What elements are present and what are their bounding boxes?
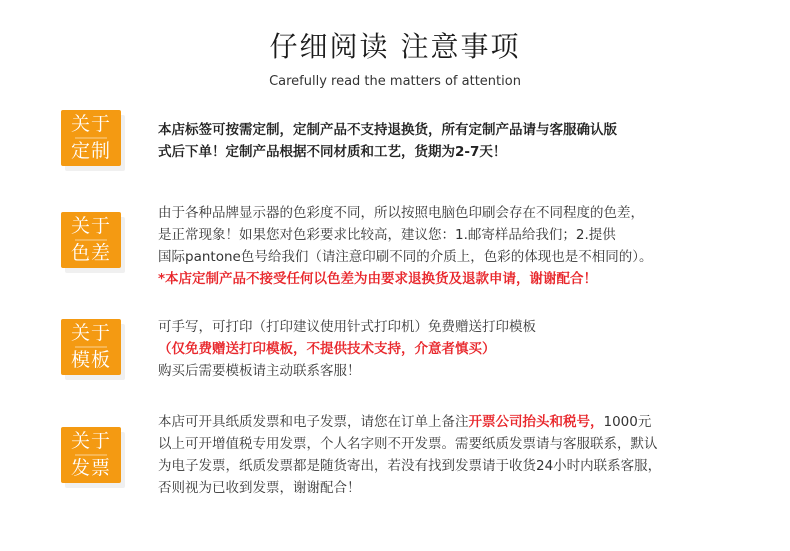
section-badge: 关于 发票 (61, 427, 121, 483)
warning-line: （仅免费赠送打印模板，不提供技术支持，介意者慎买） (158, 341, 496, 357)
section-badge: 关于 模板 (61, 319, 121, 375)
text-line: 购买后需要模板请主动联系客服！ (158, 363, 361, 379)
text-line: 以上可开增值税专用发票，个人名字则不开发票。需要纸质发票请与客服联系，默认 (158, 436, 658, 452)
text-line: 本店标签可按需定制，定制产品不支持退换货，所有定制产品请与客服确认版 (158, 122, 617, 138)
text-line: 国际pantone色号给我们（请注意印刷不同的介质上，色彩的体现也是不相同的）。 (158, 249, 653, 265)
page-subtitle: Carefully read the matters of attention (269, 74, 521, 89)
section-badge: 关于 色差 (61, 212, 121, 268)
section-text (158, 202, 758, 290)
text-line: 是正常现象！如果您对色彩要求比较高，建议您：1.邮寄样品给我们；2.提供 (158, 227, 616, 243)
text-line: 本店可开具纸质发票和电子发票，请您在订单上备注开票公司抬头和税号，1000元 (158, 414, 652, 430)
text-line: 否则视为已收到发票，谢谢配合！ (158, 480, 361, 496)
highlight-text: 开票公司抬头和税号， (468, 414, 604, 430)
section-text (158, 316, 758, 382)
section-text (158, 411, 758, 499)
header (0, 30, 790, 90)
text-line: 可手写，可打印（打印建议使用针式打印机）免费赠送打印模板 (158, 319, 536, 335)
page-title: 仔细阅读 注意事项 (269, 30, 521, 63)
section-badge: 关于 定制 (61, 110, 121, 166)
text-line: 式后下单！定制产品根据不同材质和工艺，货期为2-7天！ (158, 144, 507, 160)
warning-line: *本店定制产品不接受任何以色差为由要求退换货及退款申请，谢谢配合！ (158, 271, 598, 287)
section-text (158, 119, 758, 163)
text-line: 由于各种品牌显示器的色彩度不同，所以按照电脑色印刷会存在不同程度的色差， (158, 205, 644, 221)
text-line: 为电子发票，纸质发票都是随货寄出，若没有找到发票请于收货24小时内联系客服， (158, 458, 662, 474)
